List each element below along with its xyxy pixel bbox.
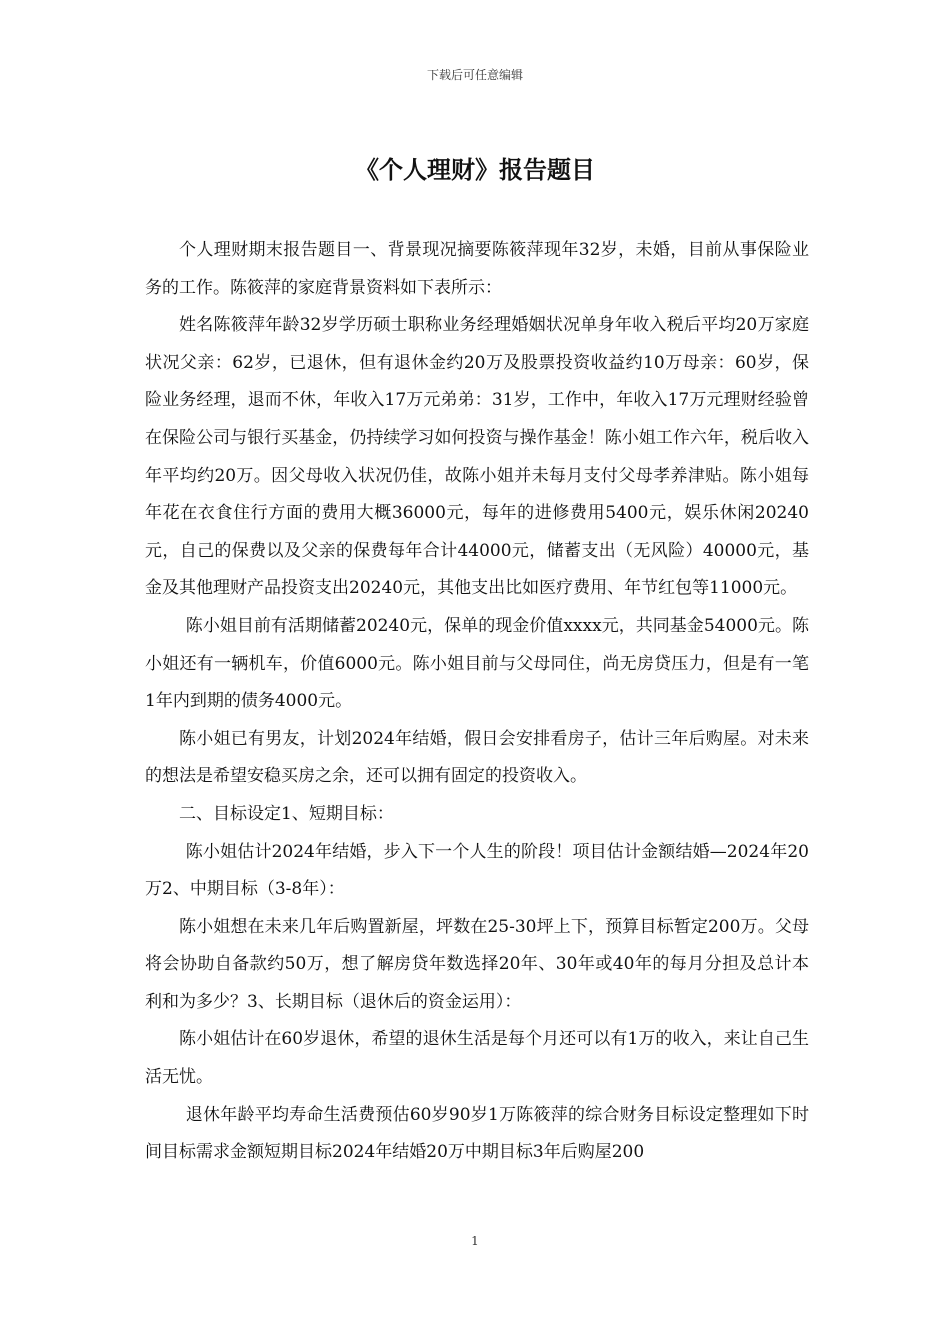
paragraph-future-plans: 陈小姐已有男友，计划2024年结婚，假日会安排看房子，估计三年后购屋。对未来的想法是希望安稳买房之余，还可以拥有固定的投资收入。 [145,728,809,787]
paragraph-goal-summary: 退休年龄平均寿命生活费预估60岁90岁1万陈筱萍的综合财务目标设定整理如下时间目标需求金额短期目标2024年结婚20万中期目标3年后购屋200 [145,1104,809,1163]
paragraph-assets: 陈小姐目前有活期储蓄20240元，保单的现金价值xxxx元，共同基金54000元。陈小姐还有一辆机车，价值6000元。陈小姐目前与父母同住，尚无房贷压力，但是有一笔1年内到期的债务4000元。 [145,615,809,712]
document-title: 《个人理财》报告题目 [355,156,595,184]
paragraph-background-summary: 个人理财期末报告题目一、背景现况摘要陈筱萍现年32岁，未婚，目前从事保险业务的工作。陈筱萍的家庭背景资料如下表所示： [145,240,809,298]
paragraph-mid-term-goal: 陈小姐想在未来几年后购置新屋，坪数在25-30坪上下，预算目标暂定200万。父母将会协助自备款约50万，想了解房贷年数选择20年、30年或40年的每月分担及总计本利和为多少？3、长期目标（退休后的资金运用）： [145,916,809,1012]
page-number: 1 [471,1234,479,1248]
header-note: 下载后可任意编辑 [426,68,523,82]
paragraph-goal-heading: 二、目标设定1、短期目标： [179,803,394,824]
document-body [145,232,809,1172]
paragraph-short-term-goal: 陈小姐估计2024年结婚，步入下一个人生的阶段！项目估计金额结婚—2024年20万2、中期目标（3-8年）： [145,841,809,900]
paragraph-long-term-goal: 陈小姐估计在60岁退休，希望的退休生活是每个月还可以有1万的收入，来让自己生活无忧。 [145,1029,809,1088]
paragraph-personal-profile: 姓名陈筱萍年龄32岁学历硕士职称业务经理婚姻状况单身年收入税后平均20万家庭状况父亲：62岁，已退休，但有退休金约20万及股票投资收益约10万母亲：60岁，保险业务经理，退而不休，年收入17万元弟弟：31岁，工作中，年收入17万元理财经验曾在保险公司与银行买基金，仍持续学习如何投资与操作基金！陈小姐工作六年，税后收入年平均约20万。因父母收入状况仍佳，故陈小姐并未每月支付父母孝养津贴。陈小姐每年花在衣食住行方面的费用大概36000元，每年的进修费用5400元，娱乐休闲20240元，自己的保费以及父亲的保费每年合计44000元，储蓄支出（无风险）40000元，基金及其他理财产品投资支出20240元，其他支出比如医疗费用、年节红包等11000元。 [145,315,809,599]
